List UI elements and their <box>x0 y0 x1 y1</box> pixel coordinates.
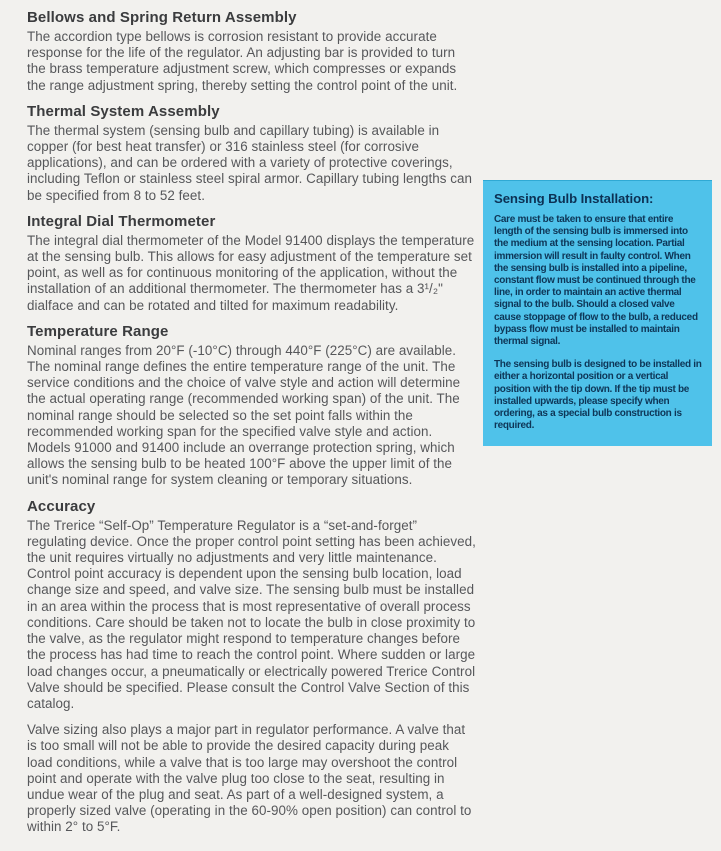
callout-paragraph: The sensing bulb is designed to be installed in either a horizontal position or a vertical position with the tip down. If the tip must be installed upwards, please specify when ordering, as a special bulb construction is required. <box>494 359 702 432</box>
section-heading-thermal: Thermal System Assembly <box>27 102 220 120</box>
section-paragraph: The integral dial thermometer of the Model 91400 displays the temperature at the sensing bulb. This allows for easy adjustment of the temperature set point, as well as for continuous monitoring of the application, without the installation of an additional thermometer. The thermometer has a 3¹/₂" dialface and can be rotated and tilted for maximum readability. <box>27 232 475 313</box>
main-text-column <box>27 0 477 836</box>
callout-title: Sensing Bulb Installation: <box>494 191 654 206</box>
section-paragraph: The Trerice “Self-Op” Temperature Regulator is a “set-and-forget” regulating device. Once the proper control point setting has been achieved, the unit requires virtually no adjustments and very little maintenance. Control point accuracy is dependent upon the sensing bulb location, load change size and speed, and valve size. The sensing bulb must be installed in an area within the process that is most representative of overall process conditions. Care should be taken not to locate the bulb in close proximity to the valve, as the regulator might respond to temperature changes before the process has had time to reach the control point. Where sudden or large load changes occur, a pneumatically or electrically powered Trerice Control Valve should be specified. Please consult the Control Valve Section of this catalog. <box>27 517 476 711</box>
section-integral-dial-thermometer <box>27 213 477 314</box>
section-accuracy <box>27 498 477 836</box>
sensing-bulb-installation-callout <box>483 180 712 446</box>
section-paragraph: Nominal ranges from 20°F (-10°C) through 440°F (225°C) are available. The nominal range defines the entire temperature range of the unit. The service conditions and the choice of valve style and action will determine the actual operating range (recommended working span) of the unit. The nominal range should be selected so the set point falls within the recommended working span for the specified valve style and action. Models 91000 and 91400 include an overrange protection spring, which allows the sensing bulb to be heated 100°F above the upper limit of the unit's nominal range for system cleaning or temporary situations. <box>27 342 461 488</box>
section-heading-bellows: Bellows and Spring Return Assembly <box>27 9 297 26</box>
section-thermal-system-assembly <box>27 103 477 204</box>
section-temperature-range <box>27 323 477 489</box>
section-paragraph: Valve sizing also plays a major part in regulator performance. A valve that is too small will not be able to provide the desired capacity during peak load conditions, while a valve that is too large may overshoot the control point and operate with the valve plug too close to the seat, resulting in undue wear of the plug and seat. As part of a well-designed system, a properly sized valve (operating in the 60-90% open position) can control to within 2° to 5°F. <box>27 722 472 835</box>
section-heading-temperature-range: Temperature Range <box>27 322 169 340</box>
callout-paragraph: Care must be taken to ensure that entire length of the sensing bulb is immersed into the medium at the sensing location. Partial immersion will result in faulty control. When the sensing bulb is installed into a pipeline, constant flow must be continued through the line, in order to maintain an active thermal signal to the bulb. Should a closed valve cause stoppage of flow to the bulb, a reduced bypass flow must be installed to maintain thermal signal. <box>494 214 698 348</box>
section-paragraph: The thermal system (sensing bulb and capillary tubing) is available in copper (for best heat transfer) or 316 stainless steel (for corrosive applications), and can be ordered with a variety of protective coverings, including Teflon or stainless steel spiral armor. Capillary tubing lengths can be specified from 8 to 52 feet. <box>27 122 473 203</box>
section-heading-dial-thermometer: Integral Dial Thermometer <box>27 212 216 230</box>
section-heading-accuracy: Accuracy <box>27 497 96 515</box>
section-paragraph: The accordion type bellows is corrosion resistant to provide accurate response for the life of the regulator. An adjusting bar is provided to turn the brass temperature adjustment screw, which compresses or expands the range adjustment spring, thereby setting the control point of the unit. <box>27 29 458 93</box>
section-bellows-and-spring-return-assembly <box>27 9 477 94</box>
